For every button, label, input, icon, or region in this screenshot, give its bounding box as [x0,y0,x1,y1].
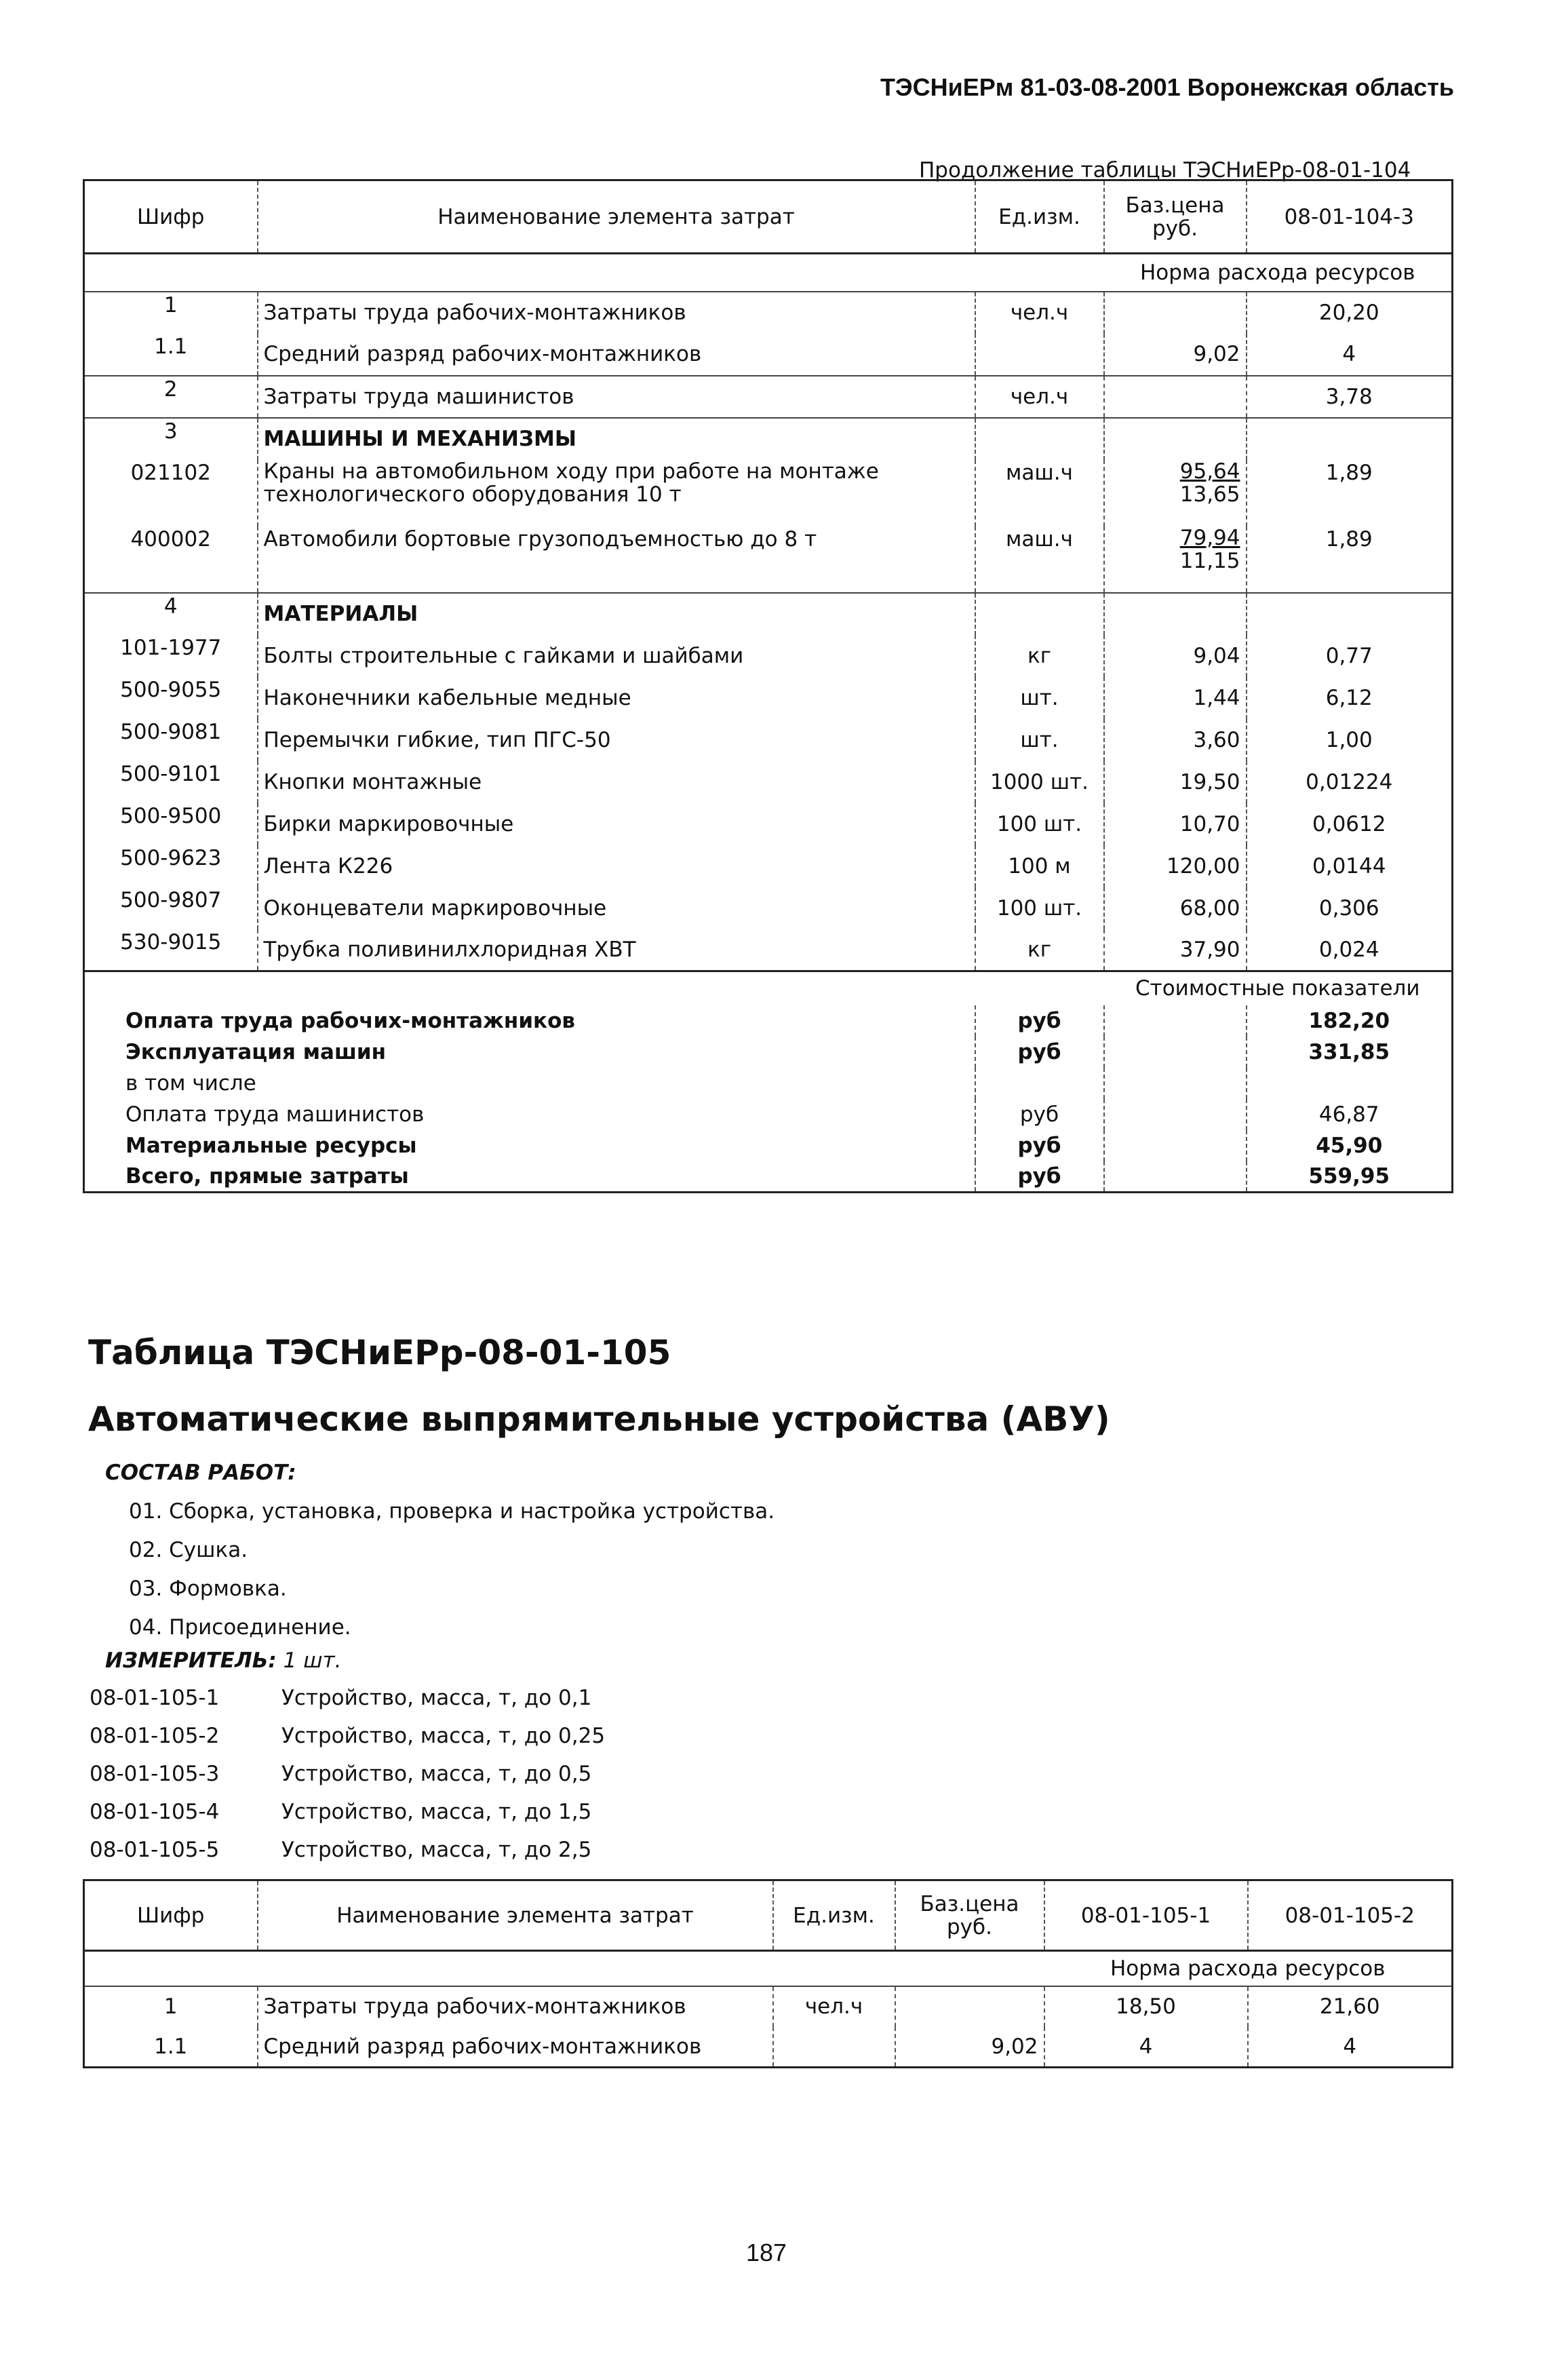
row-unit: чел.ч [975,376,1104,418]
row-price-value: 95,64 [1179,459,1240,484]
row-code: 2 [84,376,258,418]
t2-norm-header: Норма расхода ресурсов [1044,1951,1453,1986]
row-name: Трубка поливинилхлоридная ХВТ [258,929,975,971]
row-name: Лента К226 [258,845,975,887]
row-code: 500-9101 [120,761,222,786]
section-title: Таблица ТЭСНиЕРр-08-01-105 [88,1333,671,1372]
table-row [84,1986,1453,2027]
row-value-1: 4 [1044,2027,1248,2068]
resource-table-08-01-105 [83,1879,1453,2068]
norm-header: Норма расхода ресурсов [1104,254,1453,292]
row-price: 68,00 [1104,887,1247,929]
variant-desc: Устройство, масса, т, до 2,5 [281,1838,592,1862]
row-value: 20,20 [1247,292,1453,334]
works-label: СОСТАВ РАБОТ: [105,1461,296,1485]
t2-header-col1: 08-01-105-1 [1044,1880,1248,1951]
variant-code: 08-01-105-3 [90,1762,220,1786]
cost-name: Оплата труда рабочих-монтажников [125,1008,575,1033]
page-number: 187 [746,2239,787,2266]
row-value-2: 21,60 [1248,1986,1453,2027]
table-row [84,677,1453,719]
row-price [1104,418,1247,460]
row-code: 1.1 [154,334,188,359]
row-price [1104,376,1247,418]
cost-value: 182,20 [1247,1005,1453,1037]
row-unit: 100 м [975,845,1104,887]
row-value: 0,01224 [1247,761,1453,803]
row-value: 3,78 [1247,376,1453,418]
work-item: 01. Сборка, установка, проверка и настройка устройства. [129,1499,775,1524]
header-code: Шифр [137,204,205,229]
row-price [1104,593,1247,635]
running-header: ТЭСНиЕРм 81-03-08-2001 Воронежская область [880,73,1454,101]
row-code: 1.1 [154,2034,188,2059]
table-row [84,526,1453,593]
cost-row [84,1161,1453,1193]
work-item: 02. Сушка. [129,1538,248,1562]
row-value: 1,00 [1247,719,1453,761]
row-unit: маш.ч [975,526,1104,593]
cost-unit [975,1068,1104,1099]
table-row [84,460,1453,526]
row-name: Кнопки монтажные [258,761,975,803]
row-unit [975,418,1104,460]
row-code: 4 [84,593,258,635]
cost-header: Стоимостные показатели [1104,971,1453,1005]
row-price [1104,292,1247,334]
cost-value: 46,87 [1247,1099,1453,1130]
cost-name: Оплата труда машинистов [125,1102,425,1127]
row-price-value-secondary: 11,15 [1179,548,1240,573]
t2-header-name: Наименование элемента затрат [258,1880,773,1951]
table-row [84,929,1453,971]
row-code: 500-9807 [120,887,222,912]
cost-row [84,1005,1453,1037]
row-unit: кг [975,929,1104,971]
table-row [84,719,1453,761]
cost-row [84,1099,1453,1130]
cost-name: в том числе [125,1070,256,1096]
row-value: 4 [1247,334,1453,376]
row-price: 37,90 [1104,929,1247,971]
header-unit: Ед.изм. [975,180,1104,254]
table-row [84,334,1453,376]
row-price [895,1986,1044,2027]
table-row [84,376,1453,418]
table-row [84,593,1453,635]
row-value-2: 4 [1248,2027,1453,2068]
row-value: 0,0612 [1247,803,1453,845]
cost-unit: руб [975,1037,1104,1068]
t2-header-price: Баз.цена руб. [895,1880,1044,1951]
t2-header-code: Шифр [137,1903,205,1928]
row-price: 19,50 [1104,761,1247,803]
row-unit: шт. [975,677,1104,719]
row-name: Оконцеватели маркировочные [258,887,975,929]
row-code: 500-9500 [120,803,222,828]
row-name: Затраты труда рабочих-монтажников [258,1986,773,2027]
row-value: 0,306 [1247,887,1453,929]
row-value: 1,89 [1247,460,1453,526]
row-name: Перемычки гибкие, тип ПГС-50 [258,719,975,761]
row-code: 1 [84,292,258,334]
table-row [84,418,1453,460]
cost-value: 331,85 [1247,1037,1453,1068]
variant-desc: Устройство, масса, т, до 1,5 [281,1800,592,1824]
row-code: 1 [84,1986,258,2027]
row-unit: кг [975,635,1104,677]
cost-unit: руб [975,1161,1104,1193]
work-item: 04. Присоединение. [129,1615,351,1640]
cost-row [84,1130,1453,1161]
row-unit: 1000 шт. [975,761,1104,803]
row-name: Наконечники кабельные медные [258,677,975,719]
row-price-value-secondary: 13,65 [1179,482,1240,507]
row-unit: чел.ч [975,292,1104,334]
row-code: 400002 [130,526,211,552]
variant-desc: Устройство, масса, т, до 0,5 [281,1762,592,1786]
row-name: Средний разряд рабочих-монтажников [258,2027,773,2068]
row-price: 9,02 [895,2027,1044,2068]
row-name: МАТЕРИАЛЫ [258,593,975,635]
row-code: 530-9015 [120,929,222,954]
cost-row [84,1037,1453,1068]
row-value [1247,593,1453,635]
cost-value: 45,90 [1247,1130,1453,1161]
row-unit: шт. [975,719,1104,761]
row-value: 0,024 [1247,929,1453,971]
row-unit [975,593,1104,635]
row-unit: чел.ч [773,1986,895,2027]
table-row [84,887,1453,929]
cost-unit: руб [975,1099,1104,1130]
row-price: 120,00 [1104,845,1247,887]
variant-code: 08-01-105-4 [90,1800,220,1824]
row-price: 10,70 [1104,803,1247,845]
row-name: Средний разряд рабочих-монтажников [258,334,975,376]
row-code: 500-9081 [120,719,222,744]
cost-name: Материальные ресурсы [125,1133,417,1158]
cost-row [84,1068,1453,1099]
table-row [84,2027,1453,2068]
row-name: Автомобили бортовые грузоподъемностью до 8 т [258,526,975,593]
row-value: 1,89 [1247,526,1453,593]
variant-code: 08-01-105-2 [90,1724,220,1748]
cost-name: Эксплуатация машин [125,1039,387,1064]
row-price: 1,44 [1104,677,1247,719]
row-code: 101-1977 [120,635,222,660]
row-value: 0,77 [1247,635,1453,677]
section-subtitle: Автоматические выпрямительные устройства (АВУ) [88,1399,1110,1439]
row-name: Затраты труда машинистов [258,376,975,418]
work-item: 03. Формовка. [129,1577,287,1601]
table-row [84,761,1453,803]
row-unit: маш.ч [975,460,1104,526]
header-name: Наименование элемента затрат [258,180,975,254]
row-name-line: Краны на автомобильном ходу при работе на монтаже [263,459,879,484]
meter-label: ИЗМЕРИТЕЛЬ: [105,1648,277,1673]
row-price: 9,04 [1104,635,1247,677]
cost-name: Всего, прямые затраты [125,1163,409,1188]
row-name: Затраты труда рабочих-монтажников [258,292,975,334]
row-value: 0,0144 [1247,845,1453,887]
header-col: 08-01-104-3 [1247,180,1453,254]
variant-code: 08-01-105-5 [90,1838,220,1862]
row-name: МАШИНЫ И МЕХАНИЗМЫ [258,418,975,460]
row-name [258,460,975,526]
table-row [84,635,1453,677]
variant-code: 08-01-105-1 [90,1686,220,1710]
row-price [1104,460,1247,526]
row-unit: 100 шт. [975,803,1104,845]
cost-unit: руб [975,1005,1104,1037]
row-price: 3,60 [1104,719,1247,761]
table-continuation-label: Продолжение таблицы ТЭСНиЕРр-08-01-104 [919,158,1411,182]
table-row [84,803,1453,845]
row-code: 500-9623 [120,845,222,870]
variant-desc: Устройство, масса, т, до 0,25 [281,1724,606,1748]
meter-line [105,1648,341,1673]
row-unit [773,2027,895,2068]
row-code: 500-9055 [120,677,222,702]
row-code: 3 [84,418,258,460]
row-price [1104,526,1247,593]
row-code: 021102 [130,460,211,485]
cost-value [1247,1068,1453,1099]
variant-desc: Устройство, масса, т, до 0,1 [281,1686,592,1710]
row-price-value: 79,94 [1179,525,1240,550]
row-unit [975,334,1104,376]
resource-table-08-01-104 [83,179,1453,1193]
t2-header-col2: 08-01-105-2 [1248,1880,1453,1951]
table-row [84,292,1453,334]
row-value [1247,418,1453,460]
cost-unit: руб [975,1130,1104,1161]
row-price: 9,02 [1104,334,1247,376]
table-row [84,845,1453,887]
row-value-1: 18,50 [1044,1986,1248,2027]
t2-header-unit: Ед.изм. [773,1880,895,1951]
row-value: 6,12 [1247,677,1453,719]
row-name: Бирки маркировочные [258,803,975,845]
row-name: Болты строительные с гайками и шайбами [258,635,975,677]
header-price: Баз.цена руб. [1104,180,1247,254]
meter-value: 1 шт. [283,1648,342,1673]
cost-value: 559,95 [1247,1161,1453,1193]
row-name-line: технологического оборудования 10 т [263,482,682,507]
row-unit: 100 шт. [975,887,1104,929]
